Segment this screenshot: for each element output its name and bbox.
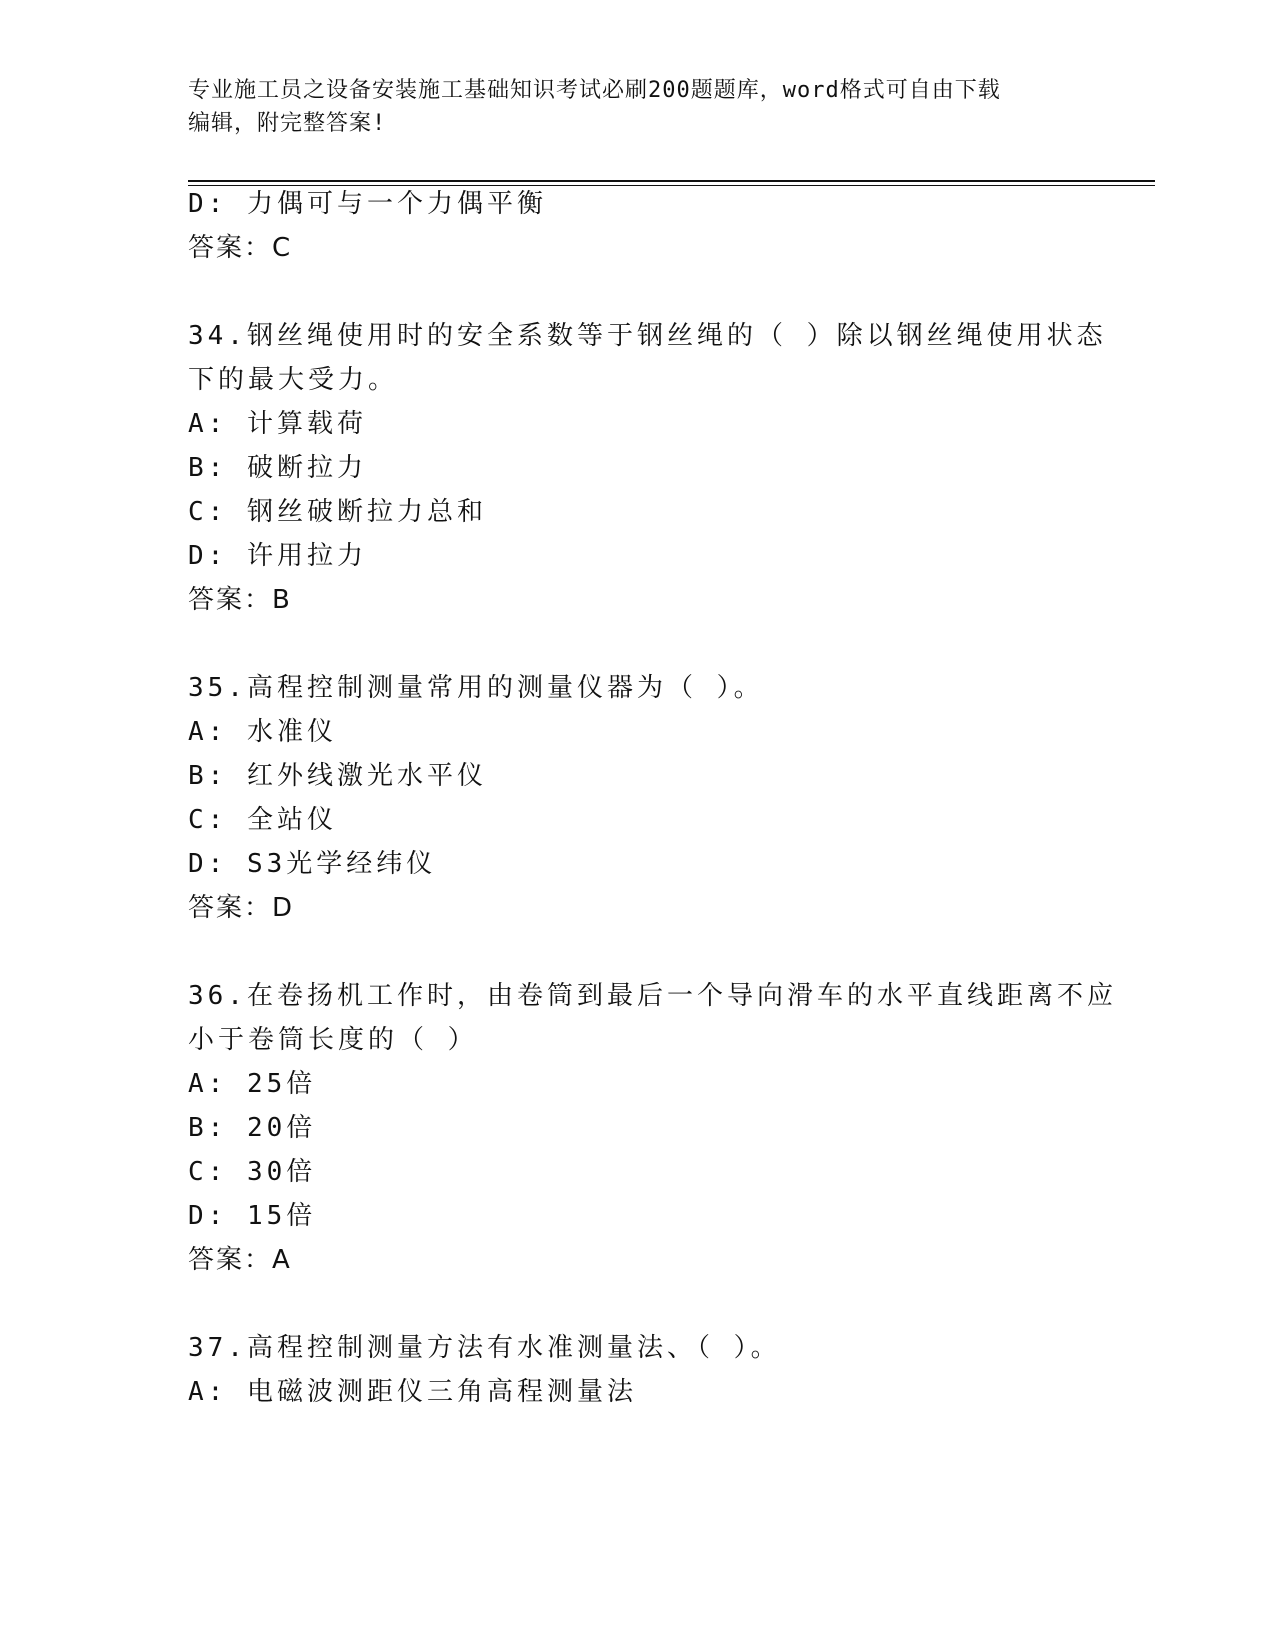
question-35-stem: 35.高程控制测量常用的测量仪器为（ ）。 (188, 673, 764, 703)
question-35-option-d: D: S3光学经纬仪 (188, 849, 437, 879)
question-34-option-c: C: 钢丝破断拉力总和 (188, 497, 487, 527)
question-35-option-c: C: 全站仪 (188, 805, 337, 835)
question-34-option-b: B: 破断拉力 (188, 453, 367, 483)
question-36-option-c: C: 30倍 (188, 1157, 317, 1187)
question-34-stem-cont: 下的最大受力。 (188, 365, 399, 395)
question-34-stem: 34.钢丝绳使用时的安全系数等于钢丝绳的（ ）除以钢丝绳使用状态 (188, 321, 1107, 351)
question-36-stem: 36.在卷扬机工作时，由卷筒到最后一个导向滑车的水平直线距离不应 (188, 981, 1117, 1011)
question-36-answer: 答案：A (188, 1245, 292, 1275)
question-34-option-a: A: 计算载荷 (188, 409, 367, 439)
question-36-option-a: A: 25倍 (188, 1069, 317, 1099)
question-35-answer: 答案：D (188, 893, 295, 923)
header-line-2: 编辑，附完整答案! (188, 111, 387, 136)
question-37-stem: 37.高程控制测量方法有水准测量法、（ ）。 (188, 1333, 781, 1363)
question-35-option-b: B: 红外线激光水平仪 (188, 761, 487, 791)
answer-line: 答案：C (188, 233, 293, 263)
header-line-1: 专业施工员之设备安装施工基础知识考试必刷200题题库，word格式可自由下载 (188, 78, 1001, 103)
header-divider-thick (188, 180, 1155, 182)
option-d: D: 力偶可与一个力偶平衡 (188, 189, 547, 219)
question-35-option-a: A: 水准仪 (188, 717, 337, 747)
question-36-stem-cont: 小于卷筒长度的（ ） (188, 1025, 478, 1055)
question-37-option-a: A: 电磁波测距仪三角高程测量法 (188, 1377, 637, 1407)
question-34-option-d: D: 许用拉力 (188, 541, 367, 571)
question-36-option-d: D: 15倍 (188, 1201, 317, 1231)
question-36-option-b: B: 20倍 (188, 1113, 317, 1143)
document-header (188, 74, 1088, 140)
question-34-answer: 答案：B (188, 585, 292, 615)
